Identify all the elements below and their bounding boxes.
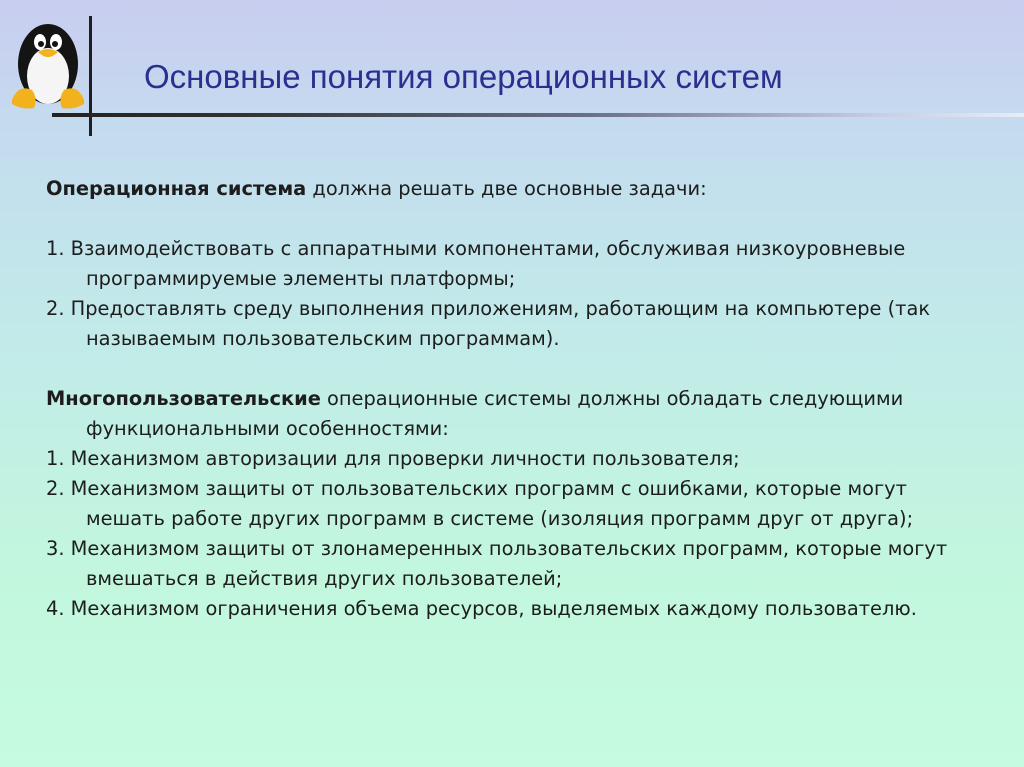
os-term: Операционная система: [46, 177, 307, 200]
multiuser-feature-2: 2. Механизмом защиты от пользовательских программ с ошибками, которые могут мешать работе других программ в системе (изоляция программ друг от друга);: [46, 477, 914, 530]
multiuser-intro-paragraph: [46, 384, 986, 444]
slide-body: [46, 174, 986, 624]
title-horizontal-rule: [52, 113, 1024, 117]
os-intro-paragraph: [46, 174, 986, 204]
os-intro-text: должна решать две основные задачи:: [306, 177, 707, 200]
multiuser-feature-1: 1. Механизмом авторизации для проверки личности пользователя;: [46, 447, 740, 470]
os-task-2: 2. Предоставлять среду выполнения приложениям, работающим на компьютере (так называемым пользовательским программам).: [46, 297, 931, 350]
multiuser-term: Многопользовательские: [46, 387, 321, 410]
tux-penguin-icon: [8, 14, 88, 112]
title-vertical-rule: [89, 16, 92, 136]
multiuser-intro-text: операционные системы должны обладать следующими функциональными особенностями:: [86, 387, 904, 440]
os-task-1: 1. Взаимодействовать с аппаратными компонентами, обслуживая низкоуровневые программируемые элементы платформы;: [46, 237, 906, 290]
multiuser-feature-4: 4. Механизмом ограничения объема ресурсов, выделяемых каждому пользователю.: [46, 597, 917, 620]
page-title: Основные понятия операционных систем: [144, 58, 783, 95]
multiuser-feature-3: 3. Механизмом защиты от злонамеренных пользовательских программ, которые могут вмешаться в действия других пользователей;: [46, 537, 948, 590]
